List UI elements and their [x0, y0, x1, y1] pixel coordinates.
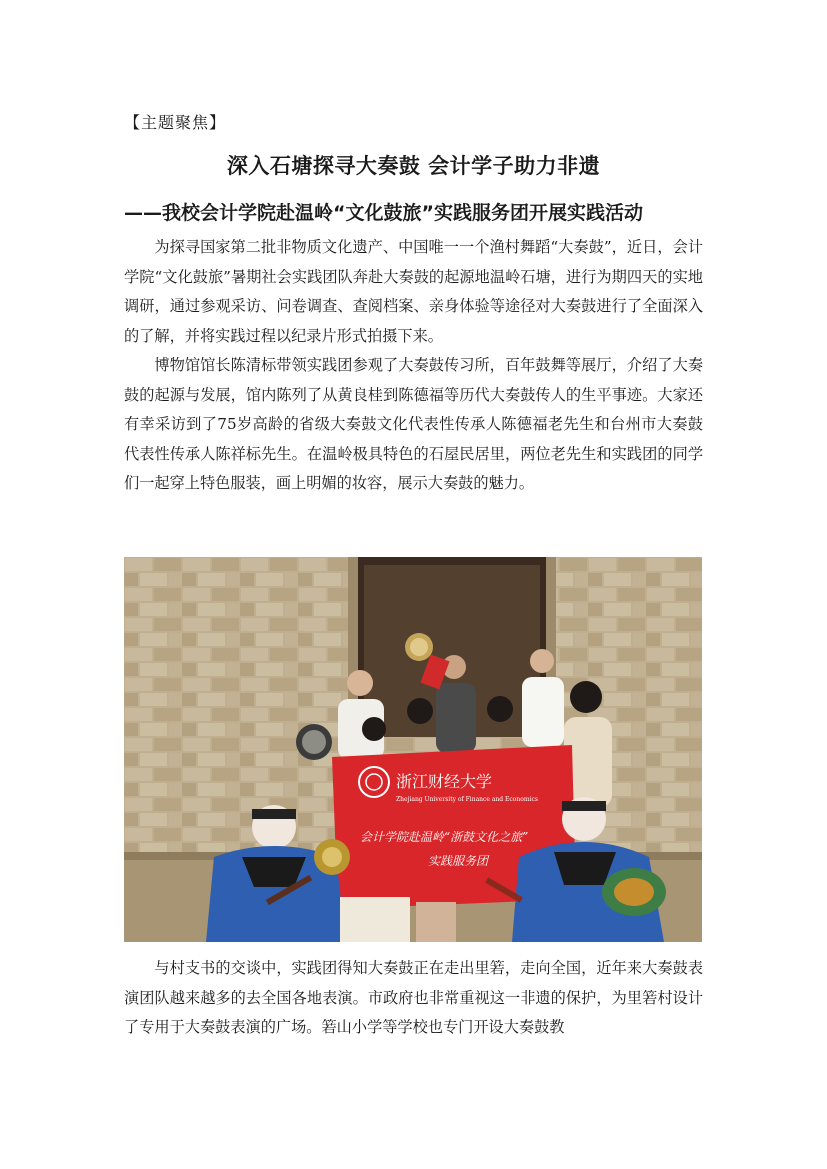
paragraph-1: 为探寻国家第二批非物质文化遗产、中国唯一一个渔村舞蹈“大奏鼓”，近日，会计学院“文化鼓旅”暑期社会实践团队奔赴大奏鼓的起源地温岭石塘，进行为期四天的实地调研，通过参观采访、问卷调查、查阅档案、亲身体验等途径对大奏鼓进行了全面深入的了解，并将实践过程以纪录片形式拍摄下来。 — [124, 238, 703, 345]
banner-team-line: 会计学院赴温岭“浙鼓文化之旅” — [360, 830, 529, 844]
section-tag: 【主题聚焦】 — [124, 113, 227, 132]
banner-school-english: Zhejiang University of Finance and Economics — [396, 796, 538, 803]
article-subtitle: ——我校会计学院赴温岭“文化鼓旅”实践服务团开展实践活动 — [124, 202, 643, 224]
paragraph-2: 博物馆馆长陈清标带领实践团参观了大奏鼓传习所，百年鼓舞等展厅，介绍了大奏鼓的起源与发展，馆内陈列了从黄良桂到陈德福等历代大奏鼓传人的生平事迹。大家还有幸采访到了75岁高龄的省级大奏鼓文化代表性传承人陈德福老先生和台州市大奏鼓代表性传承人陈祥标先生。在温岭极具特色的石屋民居里，两位老先生和实践团的同学们一起穿上特色服装，画上明媚的妆容，展示大奏鼓的魅力。 — [124, 356, 703, 492]
article-body-top — [124, 233, 703, 499]
article-title: 深入石塘探寻大奏鼓 会计学子助力非遗 — [226, 154, 601, 178]
paragraph-3: 与村支书的交谈中，实践团得知大奏鼓正在走出里箬，走向全国，近年来大奏鼓表演团队越来越多的去全国各地表演。市政府也非常重视这一非遗的保护，为里箬村设计了专用于大奏鼓表演的广场。箬山小学等学校也专门开设大奏鼓教 — [124, 959, 703, 1036]
banner-team-name: 实践服务团 — [428, 854, 489, 868]
banner-school-name: 浙江财经大学 — [396, 772, 493, 791]
article-body-bottom — [124, 954, 703, 1043]
group-photo — [124, 557, 702, 942]
